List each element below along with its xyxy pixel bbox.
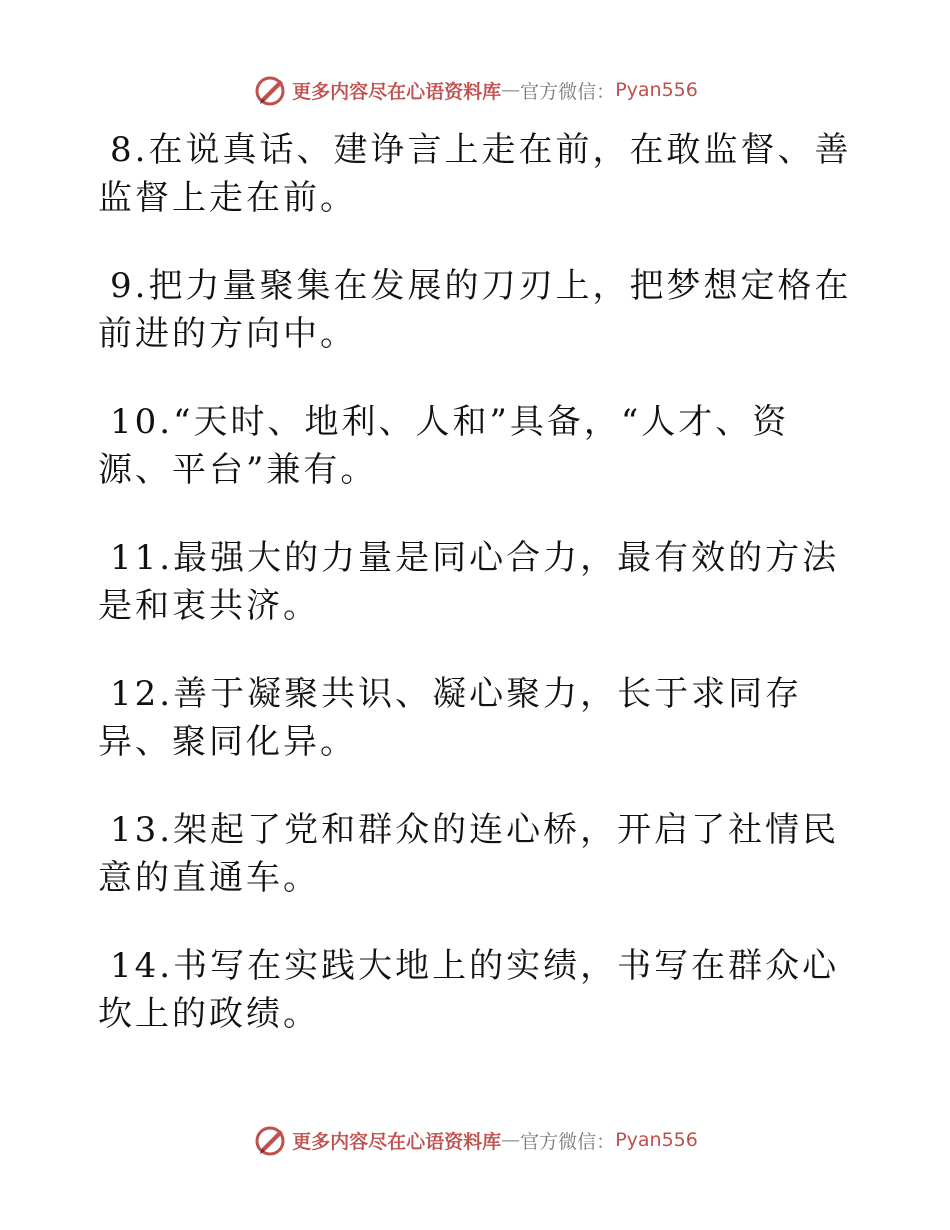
brush-pen-logo-icon xyxy=(252,72,288,108)
footer-banner xyxy=(0,1120,950,1160)
list-item: 12.善于凝聚共识、凝心聚力，长于求同存异、聚同化异。 xyxy=(98,674,803,762)
banner-wechat-id: Pyan556 xyxy=(615,1129,698,1151)
brush-pen-logo-icon xyxy=(252,1122,288,1158)
list-item: 14.书写在实践大地上的实绩，书写在群众心坎上的政绩。 xyxy=(98,946,840,1034)
header-banner xyxy=(0,70,950,110)
banner-main-text: 更多内容尽在心语资料库 xyxy=(292,1130,502,1153)
list-item: 9.把力量聚集在发展的刀刃上，把梦想定格在前进的方向中。 xyxy=(98,266,852,354)
list-item: 10.“天时、地利、人和”具备，“人才、资源、平台”兼有。 xyxy=(98,402,790,490)
banner-wechat-id: Pyan556 xyxy=(615,79,698,101)
document-body xyxy=(98,126,858,1078)
banner-wechat-label: 官方微信： xyxy=(520,1130,616,1153)
banner-dash: — xyxy=(501,1129,521,1151)
banner-wechat-label: 官方微信： xyxy=(520,80,616,103)
list-item: 11.最强大的力量是同心合力，最有效的方法是和衷共济。 xyxy=(98,538,840,626)
list-item: 8.在说真话、建诤言上走在前，在敢监督、善监督上走在前。 xyxy=(98,130,852,218)
banner-dash: — xyxy=(501,79,521,101)
banner-main-text: 更多内容尽在心语资料库 xyxy=(292,80,502,103)
list-item: 13.架起了党和群众的连心桥，开启了社情民意的直通车。 xyxy=(98,810,840,898)
